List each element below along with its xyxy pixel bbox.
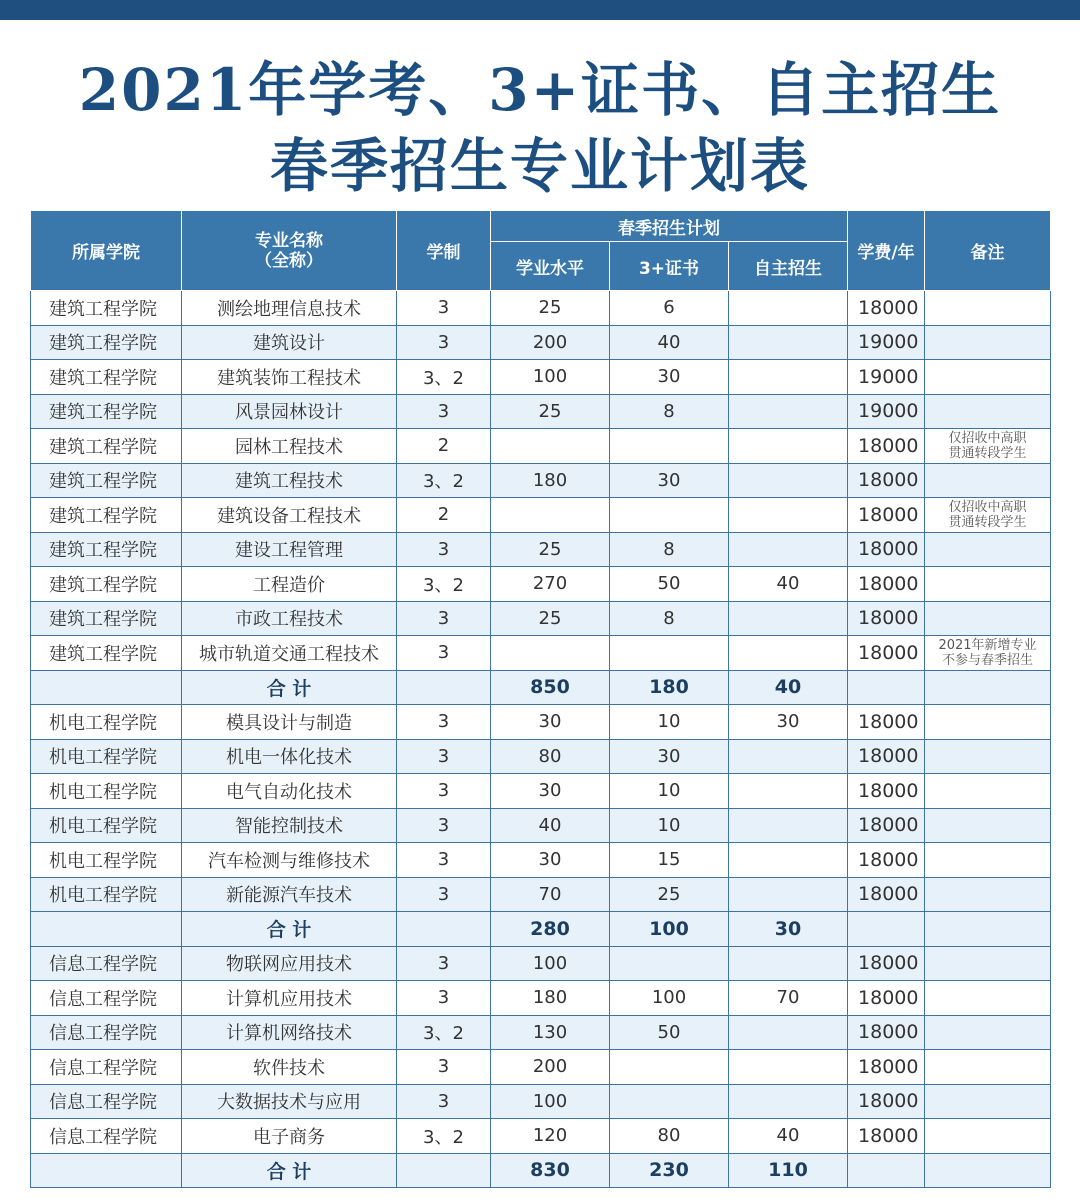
note-line2: 不参与春季招生	[942, 652, 1034, 668]
xueye-cell: 200	[491, 1050, 610, 1085]
note-cell	[925, 912, 1051, 947]
table-row	[31, 567, 1051, 602]
length-cell: 3	[397, 636, 491, 671]
college-cell: 建筑工程学院	[31, 463, 182, 498]
college-cell: 建筑工程学院	[31, 394, 182, 429]
xueye-cell: 180	[491, 981, 610, 1016]
table-row	[31, 325, 1051, 360]
table-row	[31, 705, 1051, 740]
major-cell: 模具设计与制造	[182, 705, 397, 740]
xueye-cell: 30	[491, 705, 610, 740]
college-cell	[31, 912, 182, 947]
length-cell: 3	[397, 1050, 491, 1085]
cert-cell: 30	[610, 360, 729, 395]
major-cell: 建筑设计	[182, 325, 397, 360]
major-cell: 市政工程技术	[182, 601, 397, 636]
fee-cell	[848, 1153, 925, 1188]
cert-cell: 15	[610, 843, 729, 878]
table-row	[31, 498, 1051, 533]
note-cell	[925, 1119, 1051, 1154]
note-line1: 仅招收中高职	[948, 499, 1027, 515]
xueye-cell: 40	[491, 808, 610, 843]
self-cell	[729, 843, 848, 878]
length-cell: 3	[397, 532, 491, 567]
cert-cell: 30	[610, 739, 729, 774]
college-cell: 机电工程学院	[31, 739, 182, 774]
xueye-cell	[491, 429, 610, 464]
note-cell	[925, 429, 1051, 464]
fee-cell: 18000	[848, 291, 925, 326]
cert-cell	[610, 429, 729, 464]
xueye-cell: 25	[491, 532, 610, 567]
fee-cell: 18000	[848, 532, 925, 567]
xueye-cell	[491, 498, 610, 533]
self-cell: 40	[729, 1119, 848, 1154]
length-cell: 2	[397, 498, 491, 533]
self-cell: 30	[729, 705, 848, 740]
table-row	[31, 843, 1051, 878]
fee-cell: 18000	[848, 843, 925, 878]
table-row	[31, 774, 1051, 809]
college-cell: 信息工程学院	[31, 1084, 182, 1119]
fee-cell	[848, 912, 925, 947]
cert-cell: 10	[610, 705, 729, 740]
table-row	[31, 1119, 1051, 1154]
note-cell	[925, 636, 1051, 671]
length-cell: 3	[397, 601, 491, 636]
length-cell	[397, 912, 491, 947]
college-cell: 机电工程学院	[31, 774, 182, 809]
self-cell: 40	[729, 567, 848, 602]
major-cell: 建筑装饰工程技术	[182, 360, 397, 395]
fee-cell: 18000	[848, 1084, 925, 1119]
fee-cell: 19000	[848, 360, 925, 395]
major-cell: 软件技术	[182, 1050, 397, 1085]
college-cell	[31, 670, 182, 705]
college-cell: 建筑工程学院	[31, 601, 182, 636]
major-cell: 建设工程管理	[182, 532, 397, 567]
note-cell	[925, 394, 1051, 429]
length-cell: 3、2	[397, 1015, 491, 1050]
major-cell: 新能源汽车技术	[182, 877, 397, 912]
fee-cell: 18000	[848, 636, 925, 671]
length-cell	[397, 1153, 491, 1188]
major-cell: 工程造价	[182, 567, 397, 602]
length-cell: 3	[397, 808, 491, 843]
xueye-cell: 30	[491, 843, 610, 878]
note-cell	[925, 946, 1051, 981]
xueye-cell: 30	[491, 774, 610, 809]
xueye-cell: 180	[491, 463, 610, 498]
major-cell: 大数据技术与应用	[182, 1084, 397, 1119]
xueye-cell: 25	[491, 291, 610, 326]
self-cell	[729, 463, 848, 498]
xueye-cell: 25	[491, 394, 610, 429]
self-cell	[729, 877, 848, 912]
major-cell: 建筑工程技术	[182, 463, 397, 498]
cert-cell: 230	[610, 1153, 729, 1188]
cert-cell: 50	[610, 567, 729, 602]
cert-cell: 100	[610, 912, 729, 947]
note-cell	[925, 498, 1051, 533]
note-cell	[925, 808, 1051, 843]
self-cell	[729, 325, 848, 360]
self-cell	[729, 429, 848, 464]
cert-cell: 25	[610, 877, 729, 912]
self-cell	[729, 808, 848, 843]
note-cell	[925, 532, 1051, 567]
length-cell: 3、2	[397, 567, 491, 602]
note-cell	[925, 670, 1051, 705]
cert-cell: 80	[610, 1119, 729, 1154]
major-cell: 计算机网络技术	[182, 1015, 397, 1050]
note-cell	[925, 1084, 1051, 1119]
major-cell: 电子商务	[182, 1119, 397, 1154]
note-line2: 贯通转段学生	[948, 514, 1027, 530]
cert-cell	[610, 946, 729, 981]
self-cell	[729, 946, 848, 981]
self-cell: 30	[729, 912, 848, 947]
cert-cell	[610, 1050, 729, 1085]
cert-cell: 8	[610, 601, 729, 636]
fee-cell: 18000	[848, 1015, 925, 1050]
college-cell: 建筑工程学院	[31, 429, 182, 464]
self-cell	[729, 1084, 848, 1119]
length-cell: 2	[397, 429, 491, 464]
cert-cell: 180	[610, 670, 729, 705]
note-cell	[925, 463, 1051, 498]
header-xueye: 学业水平	[491, 242, 610, 291]
table-row	[31, 808, 1051, 843]
xueye-cell: 70	[491, 877, 610, 912]
length-cell: 3	[397, 843, 491, 878]
college-cell: 信息工程学院	[31, 1050, 182, 1085]
xueye-cell: 830	[491, 1153, 610, 1188]
note-cell	[925, 360, 1051, 395]
self-cell	[729, 601, 848, 636]
cert-cell: 10	[610, 774, 729, 809]
fee-cell: 18000	[848, 498, 925, 533]
xueye-cell: 270	[491, 567, 610, 602]
header-college: 所属学院	[31, 211, 182, 291]
cert-cell: 50	[610, 1015, 729, 1050]
note-cell	[925, 774, 1051, 809]
total-row	[31, 670, 1051, 705]
length-cell: 3	[397, 705, 491, 740]
header-major-line1: 专业名称	[255, 230, 323, 251]
note-cell	[925, 1015, 1051, 1050]
xueye-cell: 280	[491, 912, 610, 947]
major-cell: 智能控制技术	[182, 808, 397, 843]
header-self: 自主招生	[729, 242, 848, 291]
table-row	[31, 429, 1051, 464]
length-cell: 3	[397, 877, 491, 912]
xueye-cell: 130	[491, 1015, 610, 1050]
header-fee: 学费/年	[848, 211, 925, 291]
major-cell: 园林工程技术	[182, 429, 397, 464]
table-row	[31, 1084, 1051, 1119]
page-title-line2: 春季招生专业计划表	[269, 132, 810, 200]
college-cell: 建筑工程学院	[31, 291, 182, 326]
length-cell: 3	[397, 739, 491, 774]
cert-cell: 10	[610, 808, 729, 843]
college-cell: 机电工程学院	[31, 843, 182, 878]
length-cell: 3、2	[397, 360, 491, 395]
self-cell: 70	[729, 981, 848, 1016]
fee-cell: 18000	[848, 463, 925, 498]
table-row	[31, 1050, 1051, 1085]
college-cell: 建筑工程学院	[31, 567, 182, 602]
total-row	[31, 1153, 1051, 1188]
fee-cell: 18000	[848, 1050, 925, 1085]
fee-cell: 18000	[848, 877, 925, 912]
self-cell	[729, 774, 848, 809]
fee-cell: 18000	[848, 705, 925, 740]
cert-cell	[610, 498, 729, 533]
major-cell: 测绘地理信息技术	[182, 291, 397, 326]
page-title-line1: 2021年学考、3+证书、自主招生	[78, 56, 1002, 124]
fee-cell: 18000	[848, 1119, 925, 1154]
table-row	[31, 946, 1051, 981]
xueye-cell: 100	[491, 946, 610, 981]
xueye-cell: 100	[491, 360, 610, 395]
note-cell	[925, 843, 1051, 878]
college-cell: 建筑工程学院	[31, 325, 182, 360]
length-cell: 3	[397, 946, 491, 981]
self-cell	[729, 636, 848, 671]
xueye-cell: 120	[491, 1119, 610, 1154]
self-cell	[729, 739, 848, 774]
college-cell: 信息工程学院	[31, 1015, 182, 1050]
major-cell: 机电一体化技术	[182, 739, 397, 774]
length-cell: 3	[397, 394, 491, 429]
xueye-cell: 200	[491, 325, 610, 360]
note-cell	[925, 1153, 1051, 1188]
college-cell: 机电工程学院	[31, 877, 182, 912]
cert-cell: 6	[610, 291, 729, 326]
table-row	[31, 739, 1051, 774]
cert-cell	[610, 636, 729, 671]
length-cell: 3	[397, 291, 491, 326]
self-cell	[729, 394, 848, 429]
college-cell: 机电工程学院	[31, 808, 182, 843]
length-cell	[397, 670, 491, 705]
self-cell	[729, 360, 848, 395]
major-cell: 物联网应用技术	[182, 946, 397, 981]
fee-cell: 18000	[848, 739, 925, 774]
note-cell	[925, 739, 1051, 774]
self-cell	[729, 1015, 848, 1050]
total-label: 合 计	[182, 912, 397, 947]
college-cell: 信息工程学院	[31, 946, 182, 981]
self-cell	[729, 1050, 848, 1085]
self-cell: 40	[729, 670, 848, 705]
college-cell: 机电工程学院	[31, 705, 182, 740]
note-cell	[925, 981, 1051, 1016]
length-cell: 3	[397, 981, 491, 1016]
note-cell	[925, 1050, 1051, 1085]
table-row	[31, 877, 1051, 912]
note-cell	[925, 325, 1051, 360]
enrollment-plan-table	[30, 210, 1051, 1188]
xueye-cell	[491, 636, 610, 671]
fee-cell: 18000	[848, 981, 925, 1016]
major-cell: 建筑设备工程技术	[182, 498, 397, 533]
fee-cell: 18000	[848, 946, 925, 981]
note-cell	[925, 601, 1051, 636]
total-label: 合 计	[182, 670, 397, 705]
major-cell: 风景园林设计	[182, 394, 397, 429]
cert-cell: 30	[610, 463, 729, 498]
table-row	[31, 463, 1051, 498]
total-label: 合 计	[182, 1153, 397, 1188]
self-cell	[729, 532, 848, 567]
length-cell: 3	[397, 1084, 491, 1119]
note-cell	[925, 567, 1051, 602]
fee-cell: 19000	[848, 394, 925, 429]
college-cell: 建筑工程学院	[31, 360, 182, 395]
note-line1: 2021年新增专业	[938, 637, 1037, 653]
college-cell: 信息工程学院	[31, 981, 182, 1016]
top-banner-bar	[0, 0, 1080, 20]
fee-cell: 19000	[848, 325, 925, 360]
header-spring-plan: 春季招生计划	[491, 211, 848, 242]
table-row	[31, 532, 1051, 567]
fee-cell	[848, 670, 925, 705]
table-body	[31, 291, 1051, 1188]
cert-cell: 8	[610, 532, 729, 567]
college-cell: 建筑工程学院	[31, 498, 182, 533]
major-cell: 城市轨道交通工程技术	[182, 636, 397, 671]
fee-cell: 18000	[848, 429, 925, 464]
note-cell	[925, 705, 1051, 740]
header-major-line2: （全称）	[255, 250, 323, 271]
cert-cell: 8	[610, 394, 729, 429]
table-row	[31, 981, 1051, 1016]
major-cell: 电气自动化技术	[182, 774, 397, 809]
table-row	[31, 601, 1051, 636]
header-major	[182, 211, 397, 291]
table-row	[31, 636, 1051, 671]
note-line2: 贯通转段学生	[948, 445, 1027, 461]
table-row	[31, 1015, 1051, 1050]
length-cell: 3	[397, 325, 491, 360]
note-line1: 仅招收中高职	[948, 430, 1027, 446]
college-cell	[31, 1153, 182, 1188]
note-cell	[925, 291, 1051, 326]
fee-cell: 18000	[848, 808, 925, 843]
fee-cell: 18000	[848, 567, 925, 602]
length-cell: 3、2	[397, 1119, 491, 1154]
cert-cell	[610, 1084, 729, 1119]
header-length: 学制	[397, 211, 491, 291]
major-cell: 汽车检测与维修技术	[182, 843, 397, 878]
fee-cell: 18000	[848, 601, 925, 636]
college-cell: 建筑工程学院	[31, 532, 182, 567]
note-cell	[925, 877, 1051, 912]
xueye-cell: 850	[491, 670, 610, 705]
college-cell: 信息工程学院	[31, 1119, 182, 1154]
table-row	[31, 360, 1051, 395]
xueye-cell: 100	[491, 1084, 610, 1119]
xueye-cell: 25	[491, 601, 610, 636]
cert-cell: 40	[610, 325, 729, 360]
fee-cell: 18000	[848, 774, 925, 809]
header-note: 备注	[925, 211, 1051, 291]
cert-cell: 100	[610, 981, 729, 1016]
length-cell: 3	[397, 774, 491, 809]
length-cell: 3、2	[397, 463, 491, 498]
table-row	[31, 394, 1051, 429]
self-cell	[729, 498, 848, 533]
self-cell: 110	[729, 1153, 848, 1188]
table-row	[31, 291, 1051, 326]
major-cell: 计算机应用技术	[182, 981, 397, 1016]
college-cell: 建筑工程学院	[31, 636, 182, 671]
total-row	[31, 912, 1051, 947]
xueye-cell: 80	[491, 739, 610, 774]
self-cell	[729, 291, 848, 326]
header-cert: 3+证书	[610, 242, 729, 291]
